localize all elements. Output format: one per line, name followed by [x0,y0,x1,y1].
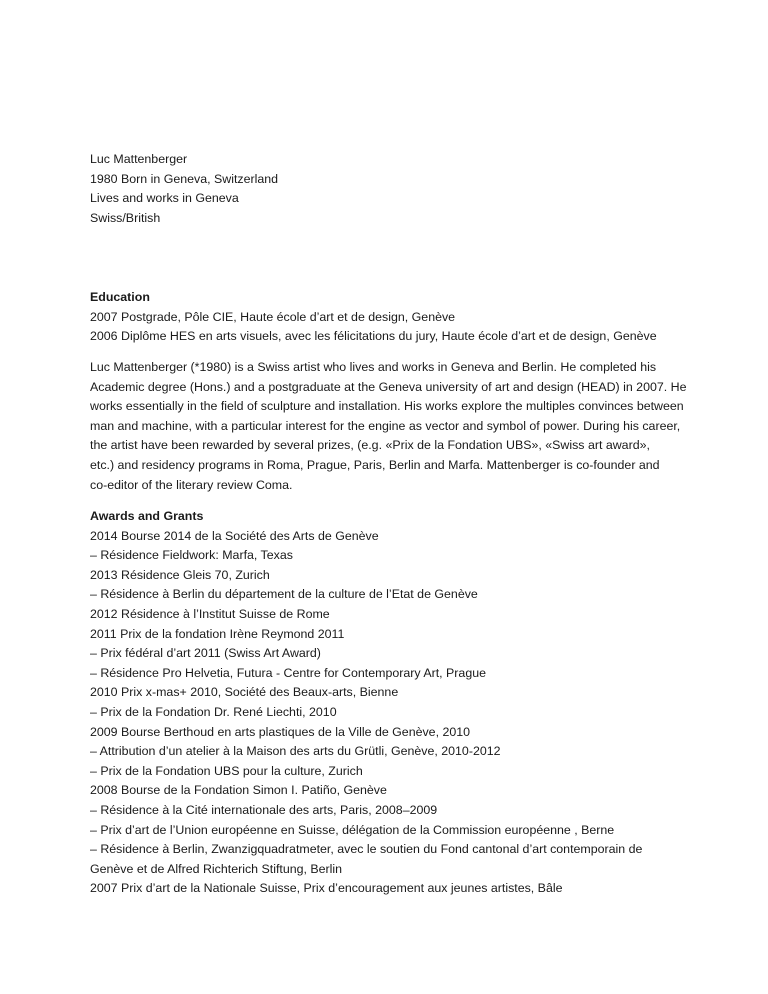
award-item: – Prix d’art de l’Union européenne en Suisse, délégation de la Commission européenne , Berne [90,822,615,837]
award-item: 2011 Prix de la fondation Irène Reymond 2011 [90,626,345,641]
residence-info: Lives and works in Geneva [90,191,239,206]
award-item: 2007 Prix d’art de la Nationale Suisse, Prix d’encouragement aux jeunes artistes, Bâle [90,881,563,896]
award-item: Genève et de Alfred Richterich Stiftung, Berlin [90,861,343,876]
award-item: 2010 Prix x-mas+ 2010, Société des Beaux-arts, Bienne [90,685,399,700]
bio-line: co-editor of the literary review Coma. [90,477,293,492]
award-item: 2009 Bourse Berthoud en arts plastiques de la Ville de Genève, 2010 [90,724,471,739]
bio-line: man and machine, with a particular interest for the engine as vector and symbol of power. During his career, [90,418,681,433]
nationality: Swiss/British [90,210,161,225]
artist-header [90,150,278,228]
award-item: – Résidence à Berlin du département de la culture de l’Etat de Genève [90,587,478,602]
bio-line: etc.) and residency programs in Roma, Prague, Paris, Berlin and Marfa. Mattenberger is co-founder and [90,457,660,472]
bio-line: works essentially in the field of sculpture and installation. His works explore the multiples convinces between [90,399,684,414]
artist-name: Luc Mattenberger [90,152,188,166]
bio-line: the artist have been rewarded by several prizes, (e.g. «Prix de la Fondation UBS», «Swiss art award», [90,438,650,453]
bio-line: Luc Mattenberger (*1980) is a Swiss artist who lives and works in Geneva and Berlin. He completed his [90,360,657,374]
award-item: – Résidence Fieldwork: Marfa, Texas [90,548,293,563]
education-item: 2006 Diplôme HES en arts visuels, avec les félicitations du jury, Haute école d’art et de design, Genève [90,329,657,344]
education-section [90,288,657,347]
award-item: – Prix de la Fondation UBS pour la culture, Zurich [90,763,363,778]
award-item: – Prix de la Fondation Dr. René Liechti, 2010 [90,704,337,719]
award-item: – Résidence Pro Helvetia, Futura - Centre for Contemporary Art, Prague [90,665,486,680]
award-item: 2013 Résidence Gleis 70, Zurich [90,567,270,582]
award-item: – Attribution d’un atelier à la Maison des arts du Grütli, Genève, 2010-2012 [90,744,501,759]
award-item: 2008 Bourse de la Fondation Simon I. Patiño, Genève [90,783,387,798]
biography-section [90,358,710,495]
award-item: – Résidence à Berlin, Zwanzigquadratmeter, avec le soutien du Fond cantonal d’art contemporain de [90,842,643,857]
education-heading: Education [90,290,150,304]
birth-info: 1980 Born in Geneva, Switzerland [90,171,279,186]
education-item: 2007 Postgrade, Pôle CIE, Haute école d’art et de design, Genève [90,309,456,324]
awards-section [90,507,642,899]
award-item: 2012 Résidence à l’Institut Suisse de Rome [90,606,330,621]
awards-heading: Awards and Grants [90,509,204,523]
award-item: – Résidence à la Cité internationale des arts, Paris, 2008–2009 [90,802,438,817]
bio-line: Academic degree (Hons.) and a postgraduate at the Geneva university of art and design (HEAD) in 2007. He [90,379,687,394]
award-item: 2014 Bourse 2014 de la Société des Arts de Genève [90,528,379,543]
award-item: – Prix fédéral d’art 2011 (Swiss Art Award) [90,646,321,661]
